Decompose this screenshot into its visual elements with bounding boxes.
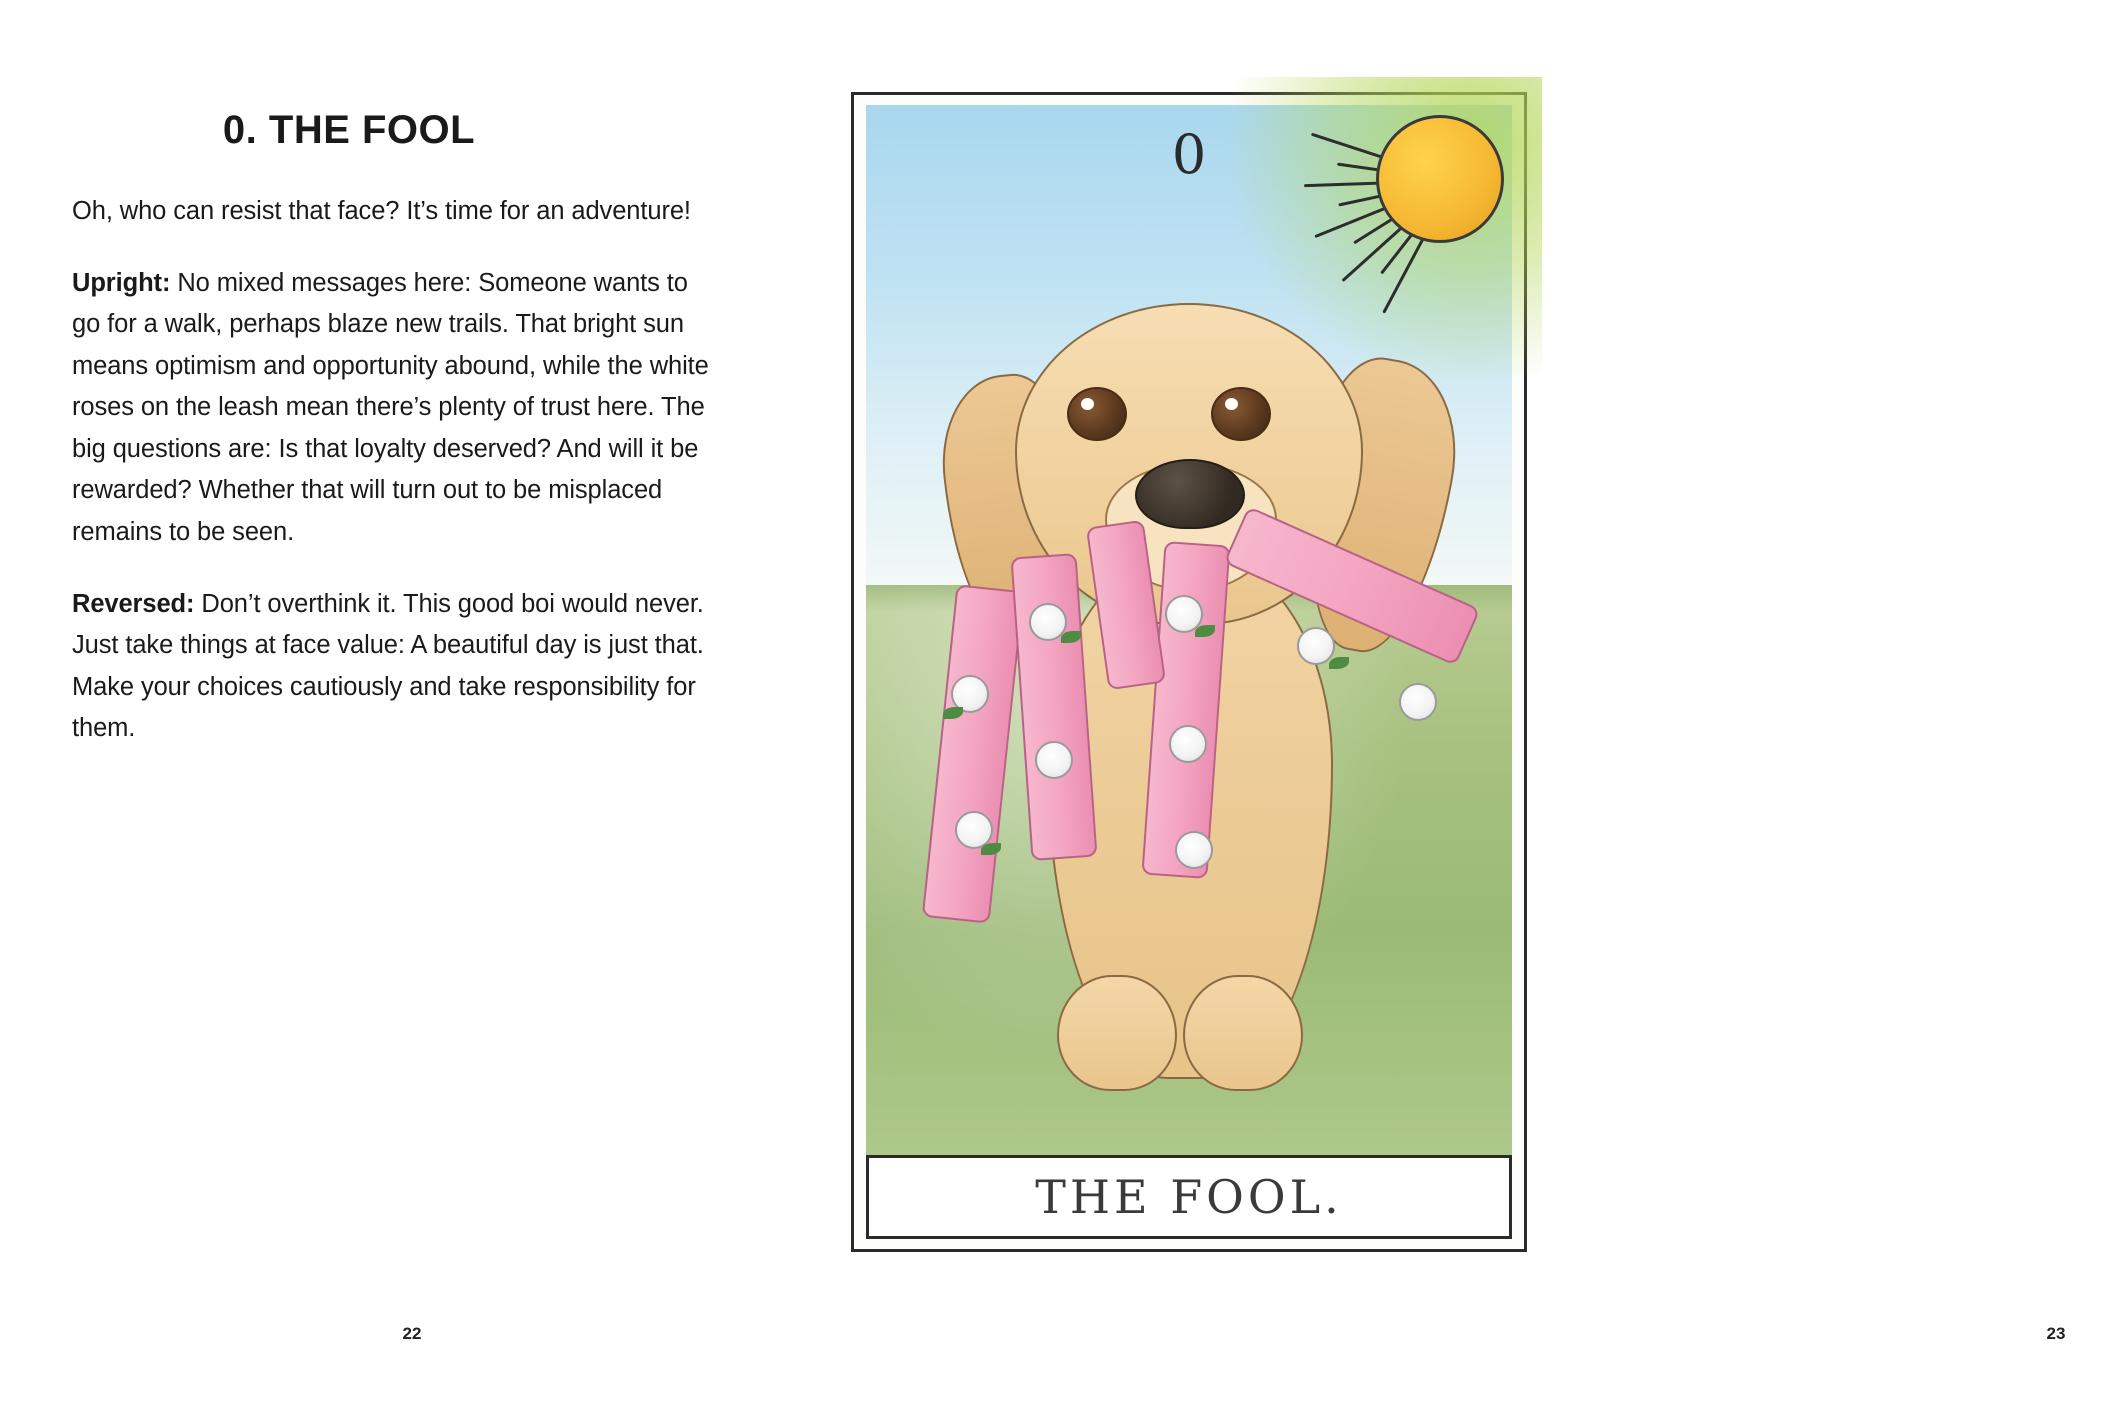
page-title: 0. THE FOOL — [222, 108, 476, 152]
intro-text: Oh, who can resist that face? It’s time for an adventure! — [72, 197, 691, 225]
dog-paw-left — [1057, 975, 1177, 1091]
leash-rose-6 — [1169, 725, 1207, 763]
upright-text: No mixed messages here: Someone wants to go for a walk, perhaps blaze new trails. That bright sun means optimism and opportunity abound, while the white roses on the leash mean there’s plenty of trust here. The big questions are: Is that loyalty deserved? And will it be rewarded? Whether that will turn out to be misplaced remains to be seen. — [72, 268, 709, 546]
card-name-plate — [866, 1155, 1512, 1239]
upright-paragraph — [72, 263, 712, 554]
left-page — [0, 0, 824, 1422]
leash-strap-left — [922, 584, 1025, 923]
dog-paw-right — [1183, 975, 1303, 1091]
dog-eye-left — [1067, 387, 1127, 441]
leash-leaf-2 — [981, 843, 1001, 855]
leash-rose-7 — [1175, 831, 1213, 869]
dog-eye-right — [1211, 387, 1271, 441]
upright-label: Upright: — [72, 268, 171, 297]
leash-rose-8 — [1297, 627, 1335, 665]
page-number-left: 22 — [402, 1324, 422, 1343]
page-number-right: 23 — [2046, 1324, 2066, 1343]
tarot-card — [851, 92, 1527, 1252]
reversed-paragraph — [72, 584, 712, 750]
dog-nose — [1135, 459, 1245, 529]
card-illustration — [866, 105, 1512, 1163]
card-numeral: 0 — [1171, 123, 1207, 186]
card-name: THE FOOL. — [1035, 1170, 1343, 1224]
right-page — [824, 0, 2066, 1422]
leash-strap-center-left — [1010, 553, 1097, 861]
puppy-illustration — [929, 255, 1449, 1135]
text-column — [72, 108, 712, 750]
intro-paragraph — [72, 191, 712, 233]
leash-rose-9 — [1399, 683, 1437, 721]
reversed-text: Don’t overthink it. This good boi would never. Just take things at face value: A beautiful day is just that. Make your choices cautiously and take responsibility for them. — [72, 589, 704, 743]
reversed-label: Reversed: — [72, 589, 195, 618]
leash-leaf-5 — [1329, 657, 1349, 669]
leash-rose-4 — [1035, 741, 1073, 779]
